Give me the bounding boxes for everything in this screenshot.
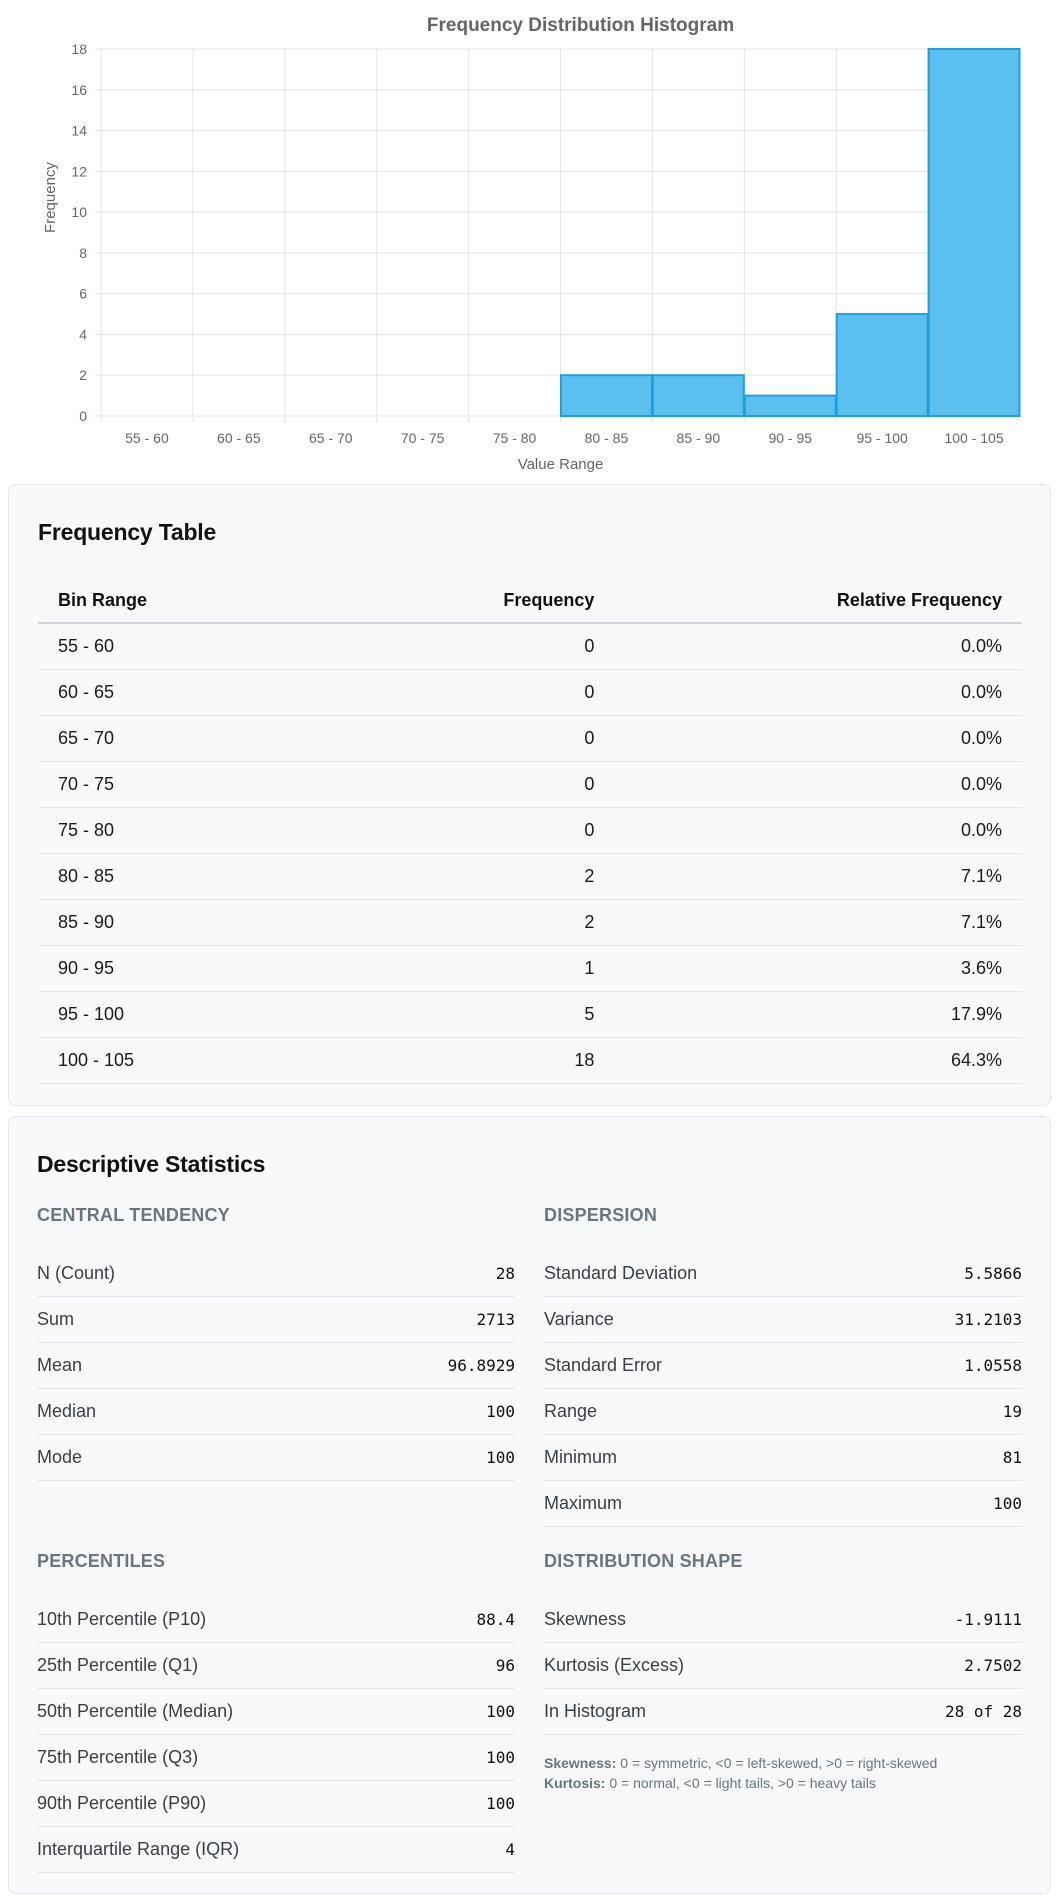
bin-range-cell: 75 - 80 [38,808,294,854]
x-tick-label: 80 - 85 [584,430,629,446]
stat-row [544,1481,1022,1527]
frequency-table-header-row [38,578,1022,623]
stat-value: 81 [1002,1448,1022,1467]
table-row [38,762,1022,808]
table-row [38,900,1022,946]
kurtosis-note-text: 0 = normal, <0 = light tails, >0 = heavy tails [605,1775,876,1791]
x-tick-label: 75 - 80 [492,430,537,446]
stat-label: Sum [37,1309,75,1329]
stat-row [37,1297,515,1343]
stat-row [544,1689,1022,1735]
table-row [38,992,1022,1038]
header-relative-frequency: Relative Frequency [614,578,1022,623]
table-row [38,623,1022,670]
y-tick-label: 8 [79,244,87,261]
header-bin-range: Bin Range [38,578,294,623]
kurtosis-note [544,1773,1022,1793]
distribution-shape-section [544,1551,1022,1793]
stat-row [37,1435,515,1481]
x-axis-label: Value Range [517,456,604,473]
stat-value: 2.7502 [964,1656,1022,1675]
stat-row [37,1735,515,1781]
stat-label: Median [37,1401,97,1421]
stat-label: N (Count) [37,1263,116,1283]
stat-value: 88.4 [476,1610,515,1629]
stat-label: Standard Deviation [544,1263,698,1283]
stat-row [544,1297,1022,1343]
stat-row [544,1435,1022,1481]
y-tick-label: 18 [71,41,87,57]
stat-label: Interquartile Range (IQR) [37,1839,240,1859]
stat-row [37,1597,515,1643]
x-tick-label: 95 - 100 [856,430,908,446]
bin-range-cell: 65 - 70 [38,716,294,762]
table-row [38,946,1022,992]
stat-row [37,1689,515,1735]
table-row [38,854,1022,900]
y-tick-label: 6 [79,285,87,302]
dispersion-section [544,1205,1022,1527]
frequency-table-title: Frequency Table [38,519,217,545]
relative-frequency-cell: 0.0% [614,623,1022,670]
header-frequency: Frequency [294,578,614,623]
frequency-cell: 5 [294,992,614,1038]
relative-frequency-cell: 0.0% [614,670,1022,716]
x-tick-label: 55 - 60 [125,430,169,446]
y-tick-label: 10 [71,204,87,221]
stat-label: Mode [37,1447,83,1467]
x-tick-label: 60 - 65 [217,430,261,446]
bin-range-cell: 60 - 65 [38,670,294,716]
frequency-cell: 0 [294,716,614,762]
distribution-shape-heading: DISTRIBUTION SHAPE [544,1551,743,1571]
stat-label: Mean [37,1355,83,1375]
stat-value: 100 [486,1402,515,1421]
frequency-cell: 2 [294,900,614,946]
relative-frequency-cell: 0.0% [614,762,1022,808]
stat-value: 28 [495,1264,515,1283]
stat-row [37,1389,515,1435]
stat-row [544,1643,1022,1689]
stat-label: In Histogram [544,1701,647,1721]
stat-label: Range [544,1401,598,1421]
descriptive-statistics-title: Descriptive Statistics [37,1151,266,1177]
frequency-cell: 0 [294,762,614,808]
stat-row [544,1389,1022,1435]
frequency-cell: 2 [294,854,614,900]
skewness-note-label: Skewness: [544,1755,617,1771]
histogram-bar [745,396,836,416]
frequency-cell: 1 [294,946,614,992]
relative-frequency-cell: 64.3% [614,1038,1022,1084]
frequency-cell: 18 [294,1038,614,1084]
y-tick-label: 16 [71,81,87,98]
stat-value: 100 [486,1448,515,1467]
histogram-bar [561,375,652,416]
stat-label: 25th Percentile (Q1) [37,1655,199,1675]
relative-frequency-cell: 0.0% [614,808,1022,854]
stat-value: 1.0558 [964,1356,1022,1375]
skewness-note [544,1753,1022,1773]
y-tick-label: 0 [79,408,87,424]
x-tick-label: 100 - 105 [944,430,1004,446]
x-tick-label: 85 - 90 [676,430,721,446]
table-row [38,1038,1022,1084]
bin-range-cell: 90 - 95 [38,946,294,992]
stat-value: 19 [1002,1402,1022,1421]
stat-value: 2713 [476,1310,515,1329]
stat-row [37,1343,515,1389]
frequency-cell: 0 [294,623,614,670]
bin-range-cell: 100 - 105 [38,1038,294,1084]
stat-label: 10th Percentile (P10) [37,1609,207,1629]
bin-range-cell: 95 - 100 [38,992,294,1038]
y-tick-label: 14 [71,122,87,139]
x-tick-label: 90 - 95 [768,430,813,446]
table-row [38,670,1022,716]
relative-frequency-cell: 0.0% [614,716,1022,762]
stat-row [544,1343,1022,1389]
relative-frequency-cell: 7.1% [614,854,1022,900]
stat-value: 31.2103 [954,1310,1022,1329]
bin-range-cell: 55 - 60 [38,623,294,670]
dispersion-heading: DISPERSION [544,1205,658,1225]
stat-value: 100 [486,1702,515,1721]
skewness-note-text: 0 = symmetric, <0 = left-skewed, >0 = right-skewed [616,1755,938,1771]
percentiles-heading: PERCENTILES [37,1551,166,1571]
central-tendency-heading: CENTRAL TENDENCY [37,1205,230,1225]
histogram-bar [653,375,744,416]
stat-label: 90th Percentile (P90) [37,1793,207,1813]
histogram-svg [0,0,1060,480]
stat-value: 100 [486,1794,515,1813]
stat-row [37,1643,515,1689]
relative-frequency-cell: 3.6% [614,946,1022,992]
percentiles-section [37,1551,515,1873]
stat-value: 5.5866 [964,1264,1022,1283]
histogram-chart [0,0,1060,480]
x-tick-label: 65 - 70 [308,430,353,446]
bin-range-cell: 80 - 85 [38,854,294,900]
descriptive-statistics-panel [8,1116,1051,1894]
stat-label: Variance [544,1309,614,1329]
stat-value: 96.8929 [447,1356,515,1375]
stat-label: Maximum [544,1493,623,1513]
stat-value: 96 [495,1656,515,1675]
distribution-shape-note [544,1753,1022,1793]
frequency-cell: 0 [294,808,614,854]
histogram-bar [837,314,928,416]
y-axis-label: Frequency [42,162,59,233]
table-row [38,808,1022,854]
stat-row [37,1827,515,1873]
stat-label: Skewness [544,1609,627,1629]
bin-range-cell: 85 - 90 [38,900,294,946]
frequency-cell: 0 [294,670,614,716]
kurtosis-note-label: Kurtosis: [544,1775,606,1791]
stat-value: 28 of 28 [944,1702,1022,1721]
stat-label: Kurtosis (Excess) [544,1655,685,1675]
histogram-bar [929,49,1020,416]
stat-label: Standard Error [544,1355,663,1375]
stat-row [544,1597,1022,1643]
x-tick-label: 70 - 75 [400,430,445,446]
y-tick-label: 4 [79,326,87,343]
stat-row [37,1251,515,1297]
frequency-table-panel [8,484,1051,1106]
stat-value: -1.9111 [954,1610,1022,1629]
relative-frequency-cell: 17.9% [614,992,1022,1038]
y-tick-label: 12 [71,163,87,180]
chart-title: Frequency Distribution Histogram [426,15,735,36]
stat-row [544,1251,1022,1297]
stat-row [37,1781,515,1827]
frequency-table [38,578,1022,1084]
bin-range-cell: 70 - 75 [38,762,294,808]
table-row [38,716,1022,762]
stat-label: 75th Percentile (Q3) [37,1747,199,1767]
stat-label: Minimum [544,1447,618,1467]
y-tick-label: 2 [79,367,87,384]
central-tendency-section [37,1205,515,1481]
stat-value: 100 [993,1494,1022,1513]
relative-frequency-cell: 7.1% [614,900,1022,946]
stat-value: 4 [505,1840,515,1859]
stat-label: 50th Percentile (Median) [37,1701,234,1721]
stat-value: 100 [486,1748,515,1767]
